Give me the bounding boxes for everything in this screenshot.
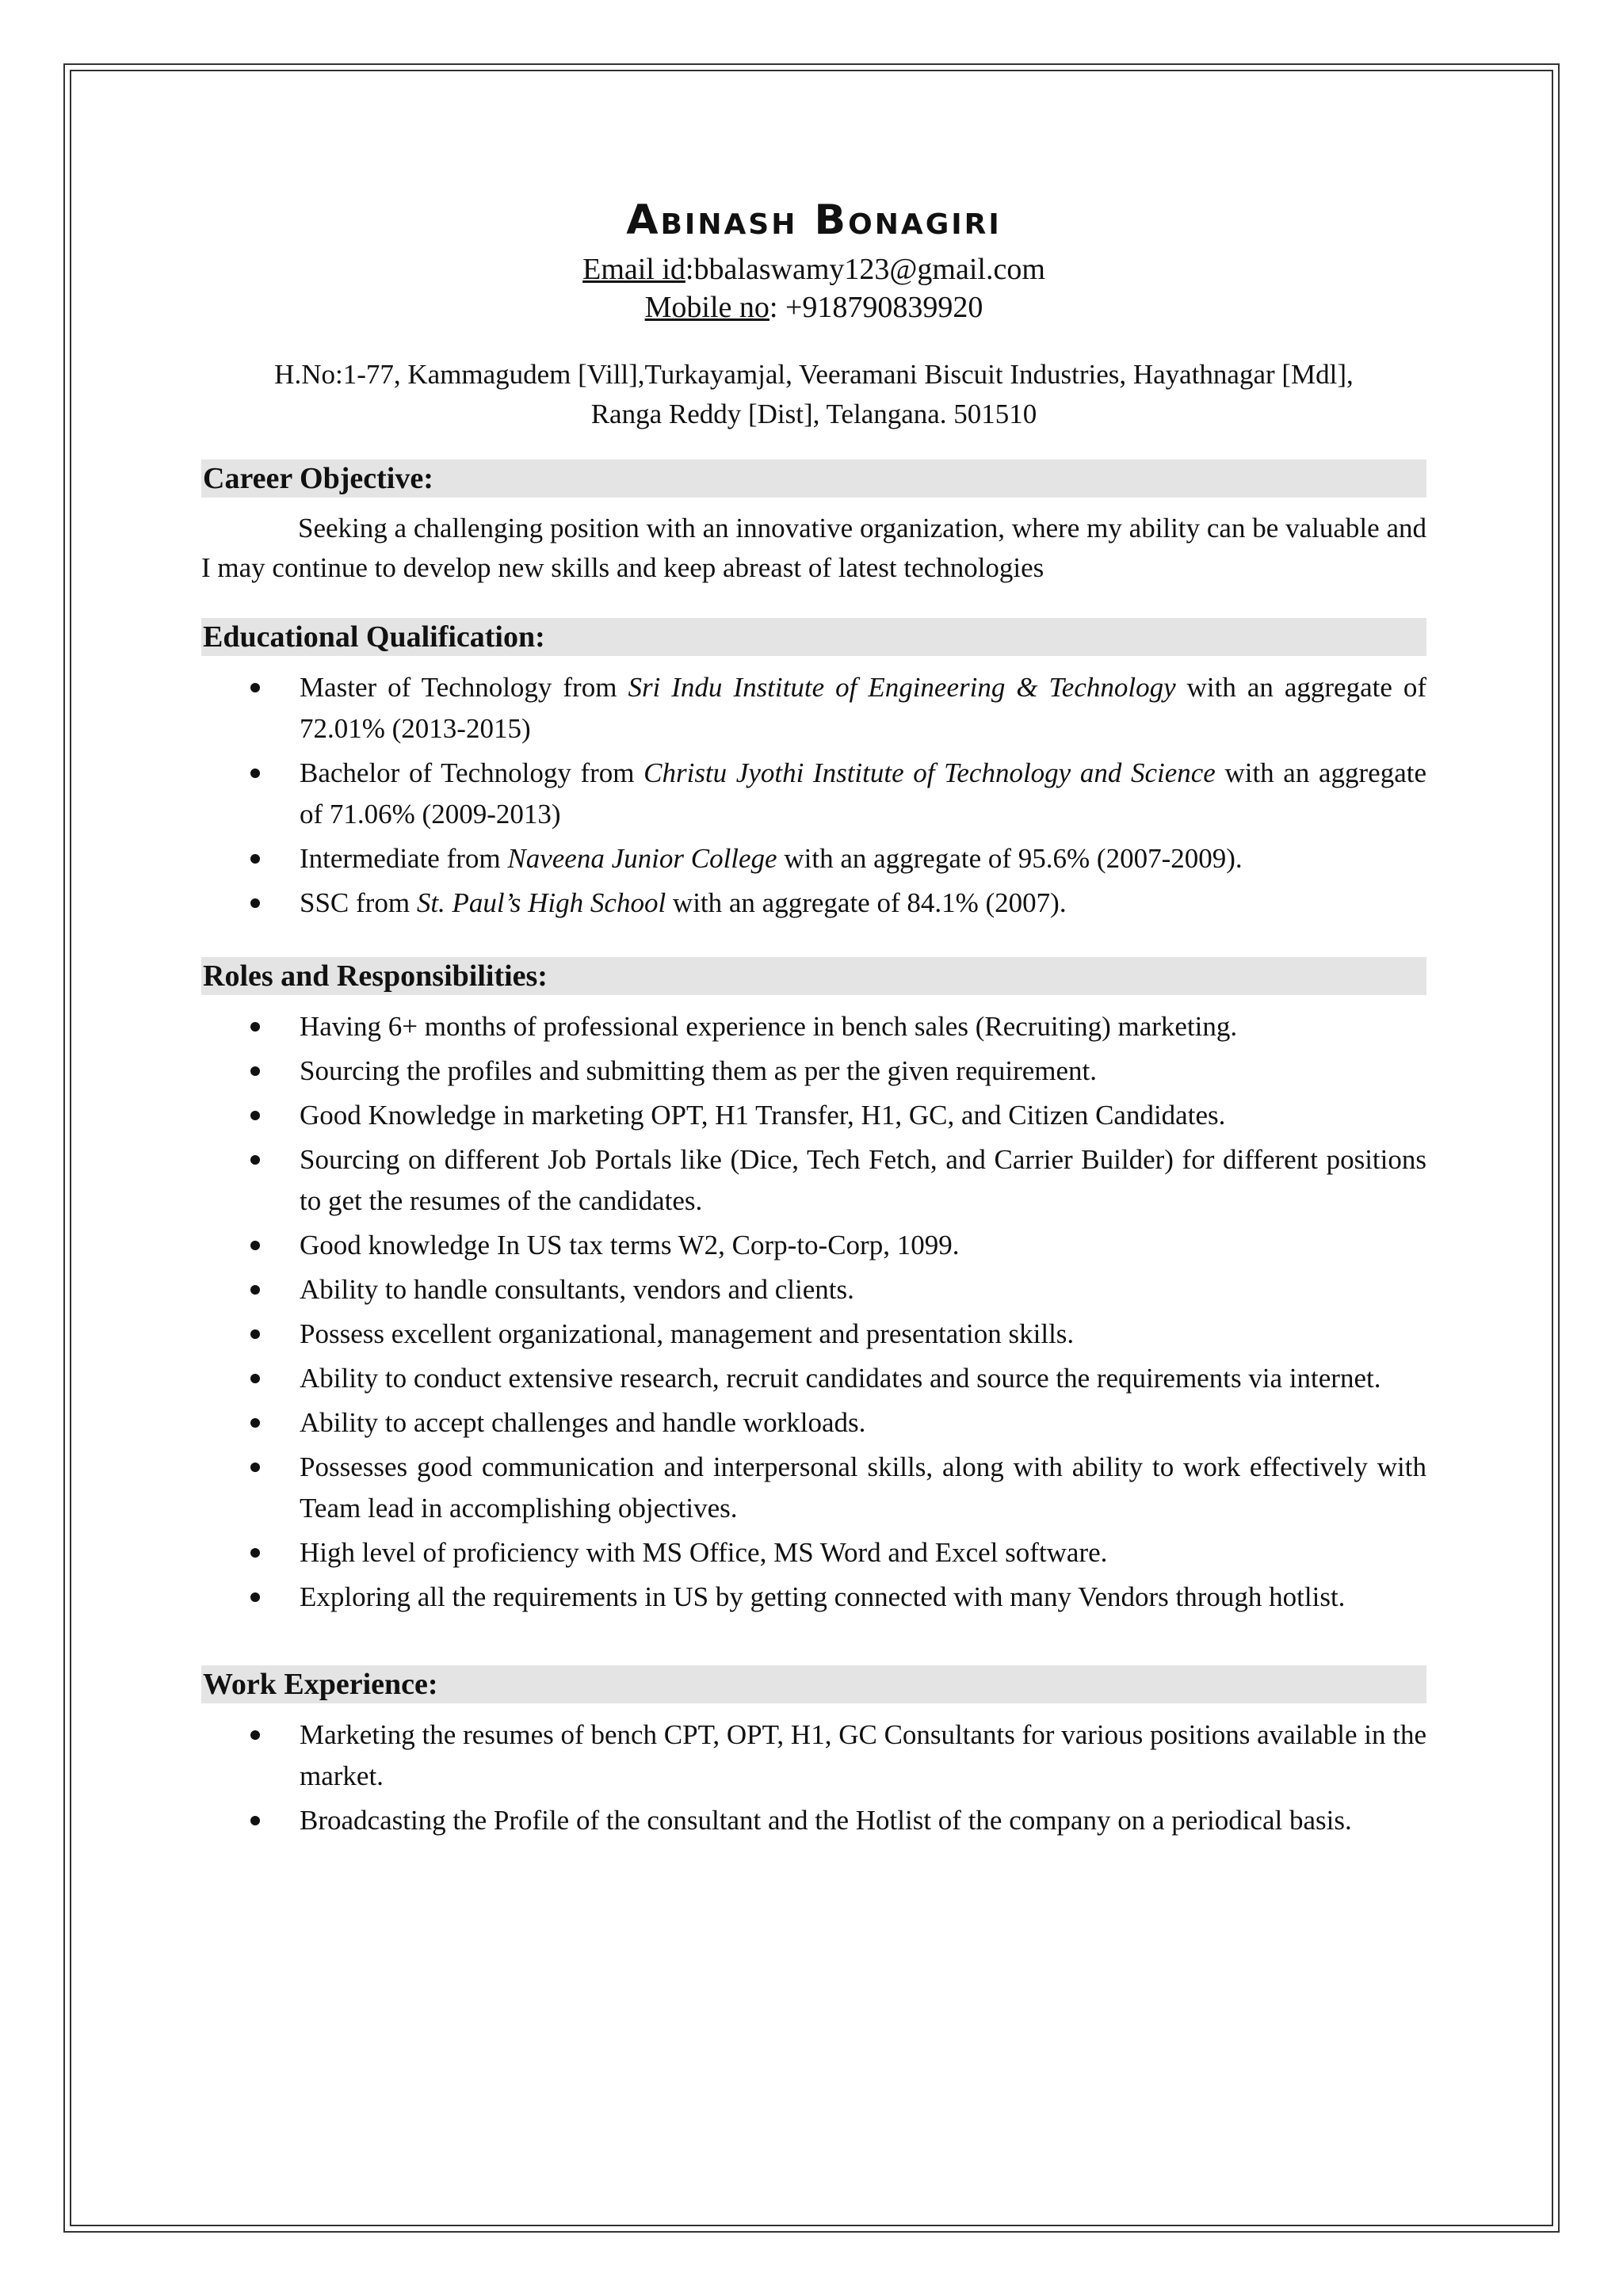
work-list <box>201 1714 1426 1841</box>
education-item: SSC from St. Paul’s High School with an aggregate of 84.1% (2007). <box>201 883 1426 924</box>
bullet-icon <box>250 1111 260 1120</box>
role-item: Possesses good communication and interpersonal skills, along with ability to work effectively with Team lead in accomplishing objectives. <box>201 1447 1426 1529</box>
resume-content <box>201 190 1426 1844</box>
bullet-icon <box>250 1241 260 1250</box>
role-item: Ability to conduct extensive research, recruit candidates and source the requirements via internet. <box>201 1358 1426 1399</box>
role-item: Having 6+ months of professional experience in bench sales (Recruiting) marketing. <box>201 1006 1426 1047</box>
bullet-icon <box>250 1418 260 1428</box>
role-item: Ability to handle consultants, vendors and clients. <box>201 1269 1426 1310</box>
section-heading-education: Educational Qualification: <box>201 618 1426 656</box>
email-value: :bbalaswamy123@gmail.com <box>685 253 1045 286</box>
address <box>201 355 1426 434</box>
bullet-icon <box>250 1374 260 1383</box>
bullet-icon <box>250 1463 260 1472</box>
bullet-icon <box>250 683 260 692</box>
work-item: Broadcasting the Profile of the consultant and the Hotlist of the company on a periodical basis. <box>201 1800 1426 1841</box>
email-label: Email id <box>582 253 685 286</box>
section-heading-career-objective: Career Objective: <box>201 460 1426 498</box>
bullet-icon <box>250 769 260 778</box>
education-item: Master of Technology from Sri Indu Institute of Engineering & Technology with an aggregate of 72.01% (2013-2015) <box>201 667 1426 749</box>
bullet-icon <box>250 1329 260 1339</box>
section-heading-roles: Roles and Responsibilities: <box>201 957 1426 995</box>
role-item: Good knowledge In US tax terms W2, Corp-to-Corp, 1099. <box>201 1225 1426 1266</box>
bullet-icon <box>250 1816 260 1825</box>
role-item: Exploring all the requirements in US by getting connected with many Vendors through hotlist. <box>201 1577 1426 1618</box>
role-item: High level of proficiency with MS Office, MS Word and Excel software. <box>201 1532 1426 1573</box>
bullet-icon <box>250 1548 260 1558</box>
role-item: Ability to accept challenges and handle workloads. <box>201 1402 1426 1444</box>
bullet-icon <box>250 898 260 908</box>
education-item: Intermediate from Naveena Junior College with an aggregate of 95.6% (2007-2009). <box>201 838 1426 879</box>
candidate-name: Abinash Bonagiri <box>626 196 1002 244</box>
role-item: Sourcing the profiles and submitting them as per the given requirement. <box>201 1051 1426 1092</box>
bullet-icon <box>250 854 260 864</box>
role-item: Possess excellent organizational, management and presentation skills. <box>201 1314 1426 1355</box>
institution-name: St. Paul’s High School <box>416 887 666 918</box>
email-line <box>201 250 1426 288</box>
career-objective-text: Seeking a challenging position with an innovative organization, where my ability can be valuable and I may continue to develop new skills and keep abreast of latest technologies <box>201 513 1426 583</box>
bullet-icon <box>250 1285 260 1295</box>
address-line-2: Ranga Reddy [Dist], Telangana. 501510 <box>590 399 1037 429</box>
institution-name: Christu Jyothi Institute of Technology and Science <box>643 757 1216 788</box>
roles-list <box>201 1006 1426 1618</box>
role-item: Good Knowledge in marketing OPT, H1 Transfer, H1, GC, and Citizen Candidates. <box>201 1095 1426 1136</box>
institution-name: Sri Indu Institute of Engineering & Technology <box>628 672 1176 703</box>
institution-name: Naveena Junior College <box>507 843 777 874</box>
mobile-label: Mobile no <box>644 291 769 324</box>
mobile-line <box>201 288 1426 326</box>
bullet-icon <box>250 1022 260 1032</box>
bullet-icon <box>250 1066 260 1076</box>
education-item: Bachelor of Technology from Christu Jyothi Institute of Technology and Science with an aggregate of 71.06% (2009-2013) <box>201 753 1426 835</box>
bullet-icon <box>250 1155 260 1165</box>
role-item: Sourcing on different Job Portals like (Dice, Tech Fetch, and Carrier Builder) for different positions to get the resumes of the candidates. <box>201 1139 1426 1222</box>
bullet-icon <box>250 1730 260 1740</box>
work-item: Marketing the resumes of bench CPT, OPT, H1, GC Consultants for various positions available in the market. <box>201 1714 1426 1797</box>
mobile-value: : +918790839920 <box>769 291 983 324</box>
section-heading-work-experience: Work Experience: <box>201 1665 1426 1703</box>
education-list <box>201 667 1426 924</box>
bullet-icon <box>250 1592 260 1602</box>
address-line-1: H.No:1-77, Kammagudem [Vill],Turkayamjal, Veeramani Biscuit Industries, Hayathnagar [Mdl], <box>274 359 1354 390</box>
